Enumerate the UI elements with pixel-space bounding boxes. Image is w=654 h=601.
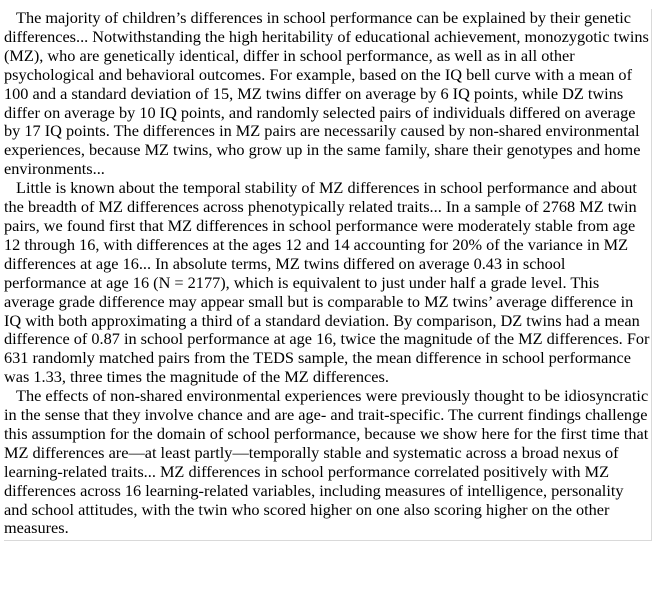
- paragraph-3: The effects of non-shared environmental experiences were previously thought to be idiosyncratic in the sense that they involve chance and are age- and trait-specific. The current findings challenge this assumption for the domain of school performance, because we show here for the first time that MZ differences are—at least partly—temporally stable and systematic across a broad nexus of learning-related traits... MZ differences in school performance correlated positively with MZ differences across 16 learning-related variables, including measures of intelligence, personality and school attitudes, with the twin who scored higher on one also scoring higher on the other measures.: [4, 386, 649, 538]
- paragraph-1: The majority of children’s differences in school performance can be explained by their genetic differences... Notwithstanding the high heritability of educational achievement, monozygotic twins (MZ), who are genetically identical, differ in school performance, as well as in all other psychological and behavioral outcomes. For example, based on the IQ bell curve with a mean of 100 and a standard deviation of 15, MZ twins differ on average by 6 IQ points, while DZ twins differ on average by 10 IQ points, and randomly selected pairs of individuals differed on average by 17 IQ points. The differences in MZ pairs are necessarily caused by non-shared environmental experiences, because MZ twins, who grow up in the same family, share their genotypes and home environments...: [4, 8, 649, 179]
- paragraph-2: Little is known about the temporal stability of MZ differences in school performance and about the breadth of MZ differences across phenotypically related traits... In a sample of 2768 MZ twin pairs, we found first that MZ differences in school performance were moderately stable from age 12 through 16, with differences at the ages 12 and 14 accounting for 20% of the variance in MZ differences at age 16... In absolute terms, MZ twins differed on average 0.43 in school performance at age 16 (N = 2177), which is equivalent to just under half a grade level. This average grade difference may appear small but is comparable to MZ twins’ average difference in IQ with both approximating a third of a standard deviation. By comparison, DZ twins had a mean difference of 0.87 in school performance at age 16, twice the magnitude of the MZ differences. For 631 randomly matched pairs from the TEDS sample, the mean difference in school performance was 1.33, three times the magnitude of the MZ differences.: [4, 178, 650, 387]
- document-text-block: [4, 9, 652, 541]
